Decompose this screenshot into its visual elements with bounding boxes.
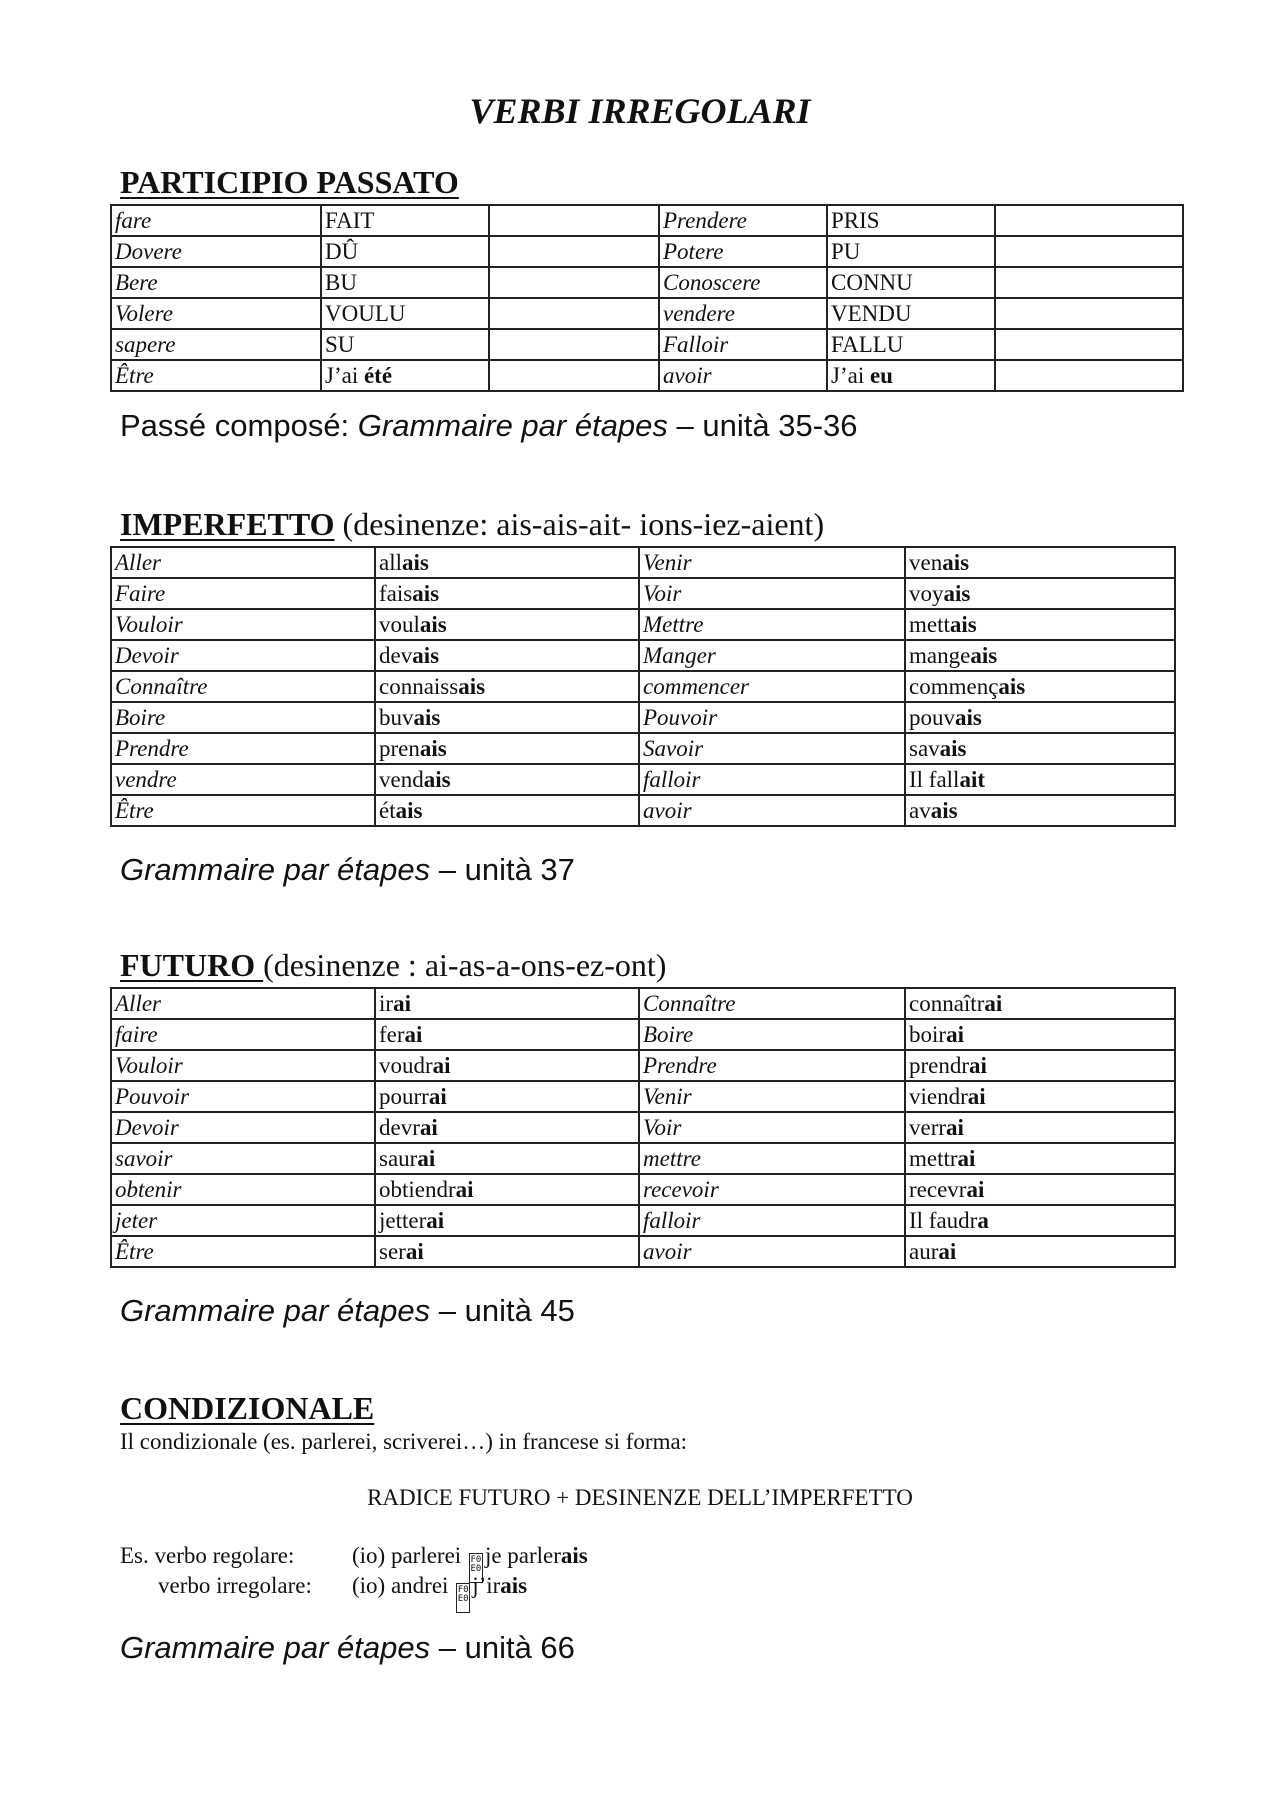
verb-form: jetterai bbox=[375, 1205, 639, 1236]
verb-infinitive: Savoir bbox=[639, 733, 905, 764]
verb-form: recevrai bbox=[905, 1174, 1175, 1205]
verb-infinitive: Boire bbox=[111, 702, 375, 733]
verb-infinitive: Aller bbox=[111, 547, 375, 578]
table-row bbox=[111, 671, 1175, 702]
verb-infinitive: Volere bbox=[111, 298, 321, 329]
condizionale-formula: RADICE FUTURO + DESINENZE DELL’IMPERFETTO bbox=[367, 1485, 913, 1510]
verb-form: venais bbox=[905, 547, 1175, 578]
table-row bbox=[111, 1019, 1175, 1050]
verb-infinitive: mettre bbox=[639, 1143, 905, 1174]
table-row bbox=[111, 988, 1175, 1019]
verb-form: mettais bbox=[905, 609, 1175, 640]
verb-form: Il faudra bbox=[905, 1205, 1175, 1236]
verb-form: SU bbox=[321, 329, 489, 360]
participio-heading: PARTICIPIO PASSATO bbox=[120, 164, 459, 200]
verb-infinitive: Potere bbox=[659, 236, 827, 267]
imperfetto-table bbox=[110, 546, 1176, 827]
verb-form: boirai bbox=[905, 1019, 1175, 1050]
condizionale-heading: CONDIZIONALE bbox=[120, 1390, 375, 1426]
verb-form: avais bbox=[905, 795, 1175, 826]
table-row bbox=[111, 298, 1183, 329]
verb-form: pouvais bbox=[905, 702, 1175, 733]
example-irregular: (io) andrei F0 E0j’irais bbox=[352, 1572, 527, 1613]
verb-form: VOULU bbox=[321, 298, 489, 329]
verb-form: FAIT bbox=[321, 205, 489, 236]
verb-infinitive: Être bbox=[111, 360, 321, 391]
verb-form: verrai bbox=[905, 1112, 1175, 1143]
empty-cell bbox=[995, 298, 1183, 329]
condizionale-intro: Il condizionale (es. parlerei, scriverei…) in francese si forma: bbox=[120, 1429, 688, 1454]
arrow-glyph-icon: F0 E0 bbox=[469, 1553, 483, 1583]
verb-infinitive: Pouvoir bbox=[639, 702, 905, 733]
table-row bbox=[111, 1112, 1175, 1143]
verb-infinitive: Prendere bbox=[659, 205, 827, 236]
table-row bbox=[111, 702, 1175, 733]
verb-form: savais bbox=[905, 733, 1175, 764]
table-row bbox=[111, 1143, 1175, 1174]
verb-infinitive: Être bbox=[111, 1236, 375, 1267]
verb-form: Il fallait bbox=[905, 764, 1175, 795]
verb-form: voudrai bbox=[375, 1050, 639, 1081]
verb-infinitive: recevoir bbox=[639, 1174, 905, 1205]
verb-infinitive: vendre bbox=[111, 764, 375, 795]
verb-infinitive: Pouvoir bbox=[111, 1081, 375, 1112]
verb-form: étais bbox=[375, 795, 639, 826]
verb-infinitive: Aller bbox=[111, 988, 375, 1019]
table-row bbox=[111, 764, 1175, 795]
verb-infinitive: Manger bbox=[639, 640, 905, 671]
table-row bbox=[111, 640, 1175, 671]
verb-form: devais bbox=[375, 640, 639, 671]
table-row bbox=[111, 1236, 1175, 1267]
participio-reference: Passé composé: Grammaire par étapes – unità 35-36 bbox=[120, 408, 858, 443]
verb-form: serai bbox=[375, 1236, 639, 1267]
verb-infinitive: Devoir bbox=[111, 1112, 375, 1143]
verb-infinitive: fare bbox=[111, 205, 321, 236]
empty-cell bbox=[995, 267, 1183, 298]
verb-form: ferai bbox=[375, 1019, 639, 1050]
verb-infinitive: obtenir bbox=[111, 1174, 375, 1205]
table-row bbox=[111, 1174, 1175, 1205]
verb-infinitive: Boire bbox=[639, 1019, 905, 1050]
empty-cell bbox=[489, 267, 659, 298]
verb-form: DÛ bbox=[321, 236, 489, 267]
verb-infinitive: Voir bbox=[639, 1112, 905, 1143]
verb-form: CONNU bbox=[827, 267, 995, 298]
verb-form: buvais bbox=[375, 702, 639, 733]
verb-form: aurai bbox=[905, 1236, 1175, 1267]
verb-form: saurai bbox=[375, 1143, 639, 1174]
verb-infinitive: savoir bbox=[111, 1143, 375, 1174]
verb-form: J’ai été bbox=[321, 360, 489, 391]
table-row bbox=[111, 1081, 1175, 1112]
verb-infinitive: avoir bbox=[639, 1236, 905, 1267]
empty-cell bbox=[995, 360, 1183, 391]
table-row bbox=[111, 795, 1175, 826]
verb-infinitive: Prendre bbox=[111, 733, 375, 764]
verb-infinitive: Dovere bbox=[111, 236, 321, 267]
example-irregular-label: verbo irregolare: bbox=[158, 1573, 312, 1598]
verb-form: voulais bbox=[375, 609, 639, 640]
verb-infinitive: Conoscere bbox=[659, 267, 827, 298]
futuro-table bbox=[110, 987, 1176, 1268]
empty-cell bbox=[995, 236, 1183, 267]
verb-infinitive: Mettre bbox=[639, 609, 905, 640]
table-row bbox=[111, 360, 1183, 391]
verb-infinitive: Faire bbox=[111, 578, 375, 609]
table-row bbox=[111, 236, 1183, 267]
table-row bbox=[111, 733, 1175, 764]
verb-infinitive: Voir bbox=[639, 578, 905, 609]
verb-form: obtiendrai bbox=[375, 1174, 639, 1205]
verb-infinitive: jeter bbox=[111, 1205, 375, 1236]
verb-form: connaissais bbox=[375, 671, 639, 702]
verb-form: faisais bbox=[375, 578, 639, 609]
verb-infinitive: Vouloir bbox=[111, 1050, 375, 1081]
verb-infinitive: Vouloir bbox=[111, 609, 375, 640]
verb-form: BU bbox=[321, 267, 489, 298]
verb-infinitive: Devoir bbox=[111, 640, 375, 671]
verb-form: pourrai bbox=[375, 1081, 639, 1112]
table-row bbox=[111, 578, 1175, 609]
table-row bbox=[111, 1205, 1175, 1236]
verb-form: PU bbox=[827, 236, 995, 267]
imperfetto-reference: Grammaire par étapes – unità 37 bbox=[120, 852, 575, 887]
table-row bbox=[111, 547, 1175, 578]
verb-form: PRIS bbox=[827, 205, 995, 236]
verb-infinitive: commencer bbox=[639, 671, 905, 702]
example-regular-label: Es. verbo regolare: bbox=[120, 1543, 295, 1568]
empty-cell bbox=[489, 360, 659, 391]
verb-infinitive: vendere bbox=[659, 298, 827, 329]
empty-cell bbox=[489, 205, 659, 236]
table-row bbox=[111, 329, 1183, 360]
arrow-glyph-icon: F0 E0 bbox=[456, 1583, 470, 1613]
empty-cell bbox=[489, 329, 659, 360]
verb-form: devrai bbox=[375, 1112, 639, 1143]
verb-infinitive: Prendre bbox=[639, 1050, 905, 1081]
verb-form: mangeais bbox=[905, 640, 1175, 671]
verb-infinitive: falloir bbox=[639, 764, 905, 795]
verb-form: VENDU bbox=[827, 298, 995, 329]
verb-form: J’ai eu bbox=[827, 360, 995, 391]
verb-form: voyais bbox=[905, 578, 1175, 609]
verb-form: allais bbox=[375, 547, 639, 578]
condizionale-reference: Grammaire par étapes – unità 66 bbox=[120, 1630, 575, 1665]
verb-form: irai bbox=[375, 988, 639, 1019]
empty-cell bbox=[995, 205, 1183, 236]
verb-form: FALLU bbox=[827, 329, 995, 360]
imperfetto-heading: IMPERFETTO (desinenze: ais-ais-ait- ions-iez-aient) bbox=[120, 506, 825, 542]
verb-form: prendrai bbox=[905, 1050, 1175, 1081]
empty-cell bbox=[489, 236, 659, 267]
table-row bbox=[111, 267, 1183, 298]
verb-infinitive: falloir bbox=[639, 1205, 905, 1236]
table-row bbox=[111, 1050, 1175, 1081]
verb-infinitive: Venir bbox=[639, 1081, 905, 1112]
verb-infinitive: Venir bbox=[639, 547, 905, 578]
verb-infinitive: avoir bbox=[659, 360, 827, 391]
verb-infinitive: avoir bbox=[639, 795, 905, 826]
table-row bbox=[111, 205, 1183, 236]
verb-infinitive: Connaître bbox=[639, 988, 905, 1019]
verb-infinitive: sapere bbox=[111, 329, 321, 360]
futuro-reference: Grammaire par étapes – unità 45 bbox=[120, 1293, 575, 1328]
page-title: VERBI IRREGOLARI bbox=[469, 91, 811, 131]
verb-form: vendais bbox=[375, 764, 639, 795]
verb-form: connaîtrai bbox=[905, 988, 1175, 1019]
verb-form: prenais bbox=[375, 733, 639, 764]
futuro-heading: FUTURO (desinenze : ai-as-a-ons-ez-ont) bbox=[120, 947, 667, 983]
verb-form: viendrai bbox=[905, 1081, 1175, 1112]
verb-infinitive: Connaître bbox=[111, 671, 375, 702]
example-regular: (io) parlerei F0 E0je parlerais bbox=[352, 1542, 588, 1583]
verb-infinitive: Falloir bbox=[659, 329, 827, 360]
verb-infinitive: Bere bbox=[111, 267, 321, 298]
verb-form: mettrai bbox=[905, 1143, 1175, 1174]
participio-table bbox=[110, 204, 1184, 392]
verb-infinitive: Être bbox=[111, 795, 375, 826]
empty-cell bbox=[995, 329, 1183, 360]
verb-infinitive: faire bbox=[111, 1019, 375, 1050]
table-row bbox=[111, 609, 1175, 640]
verb-form: commençais bbox=[905, 671, 1175, 702]
empty-cell bbox=[489, 298, 659, 329]
